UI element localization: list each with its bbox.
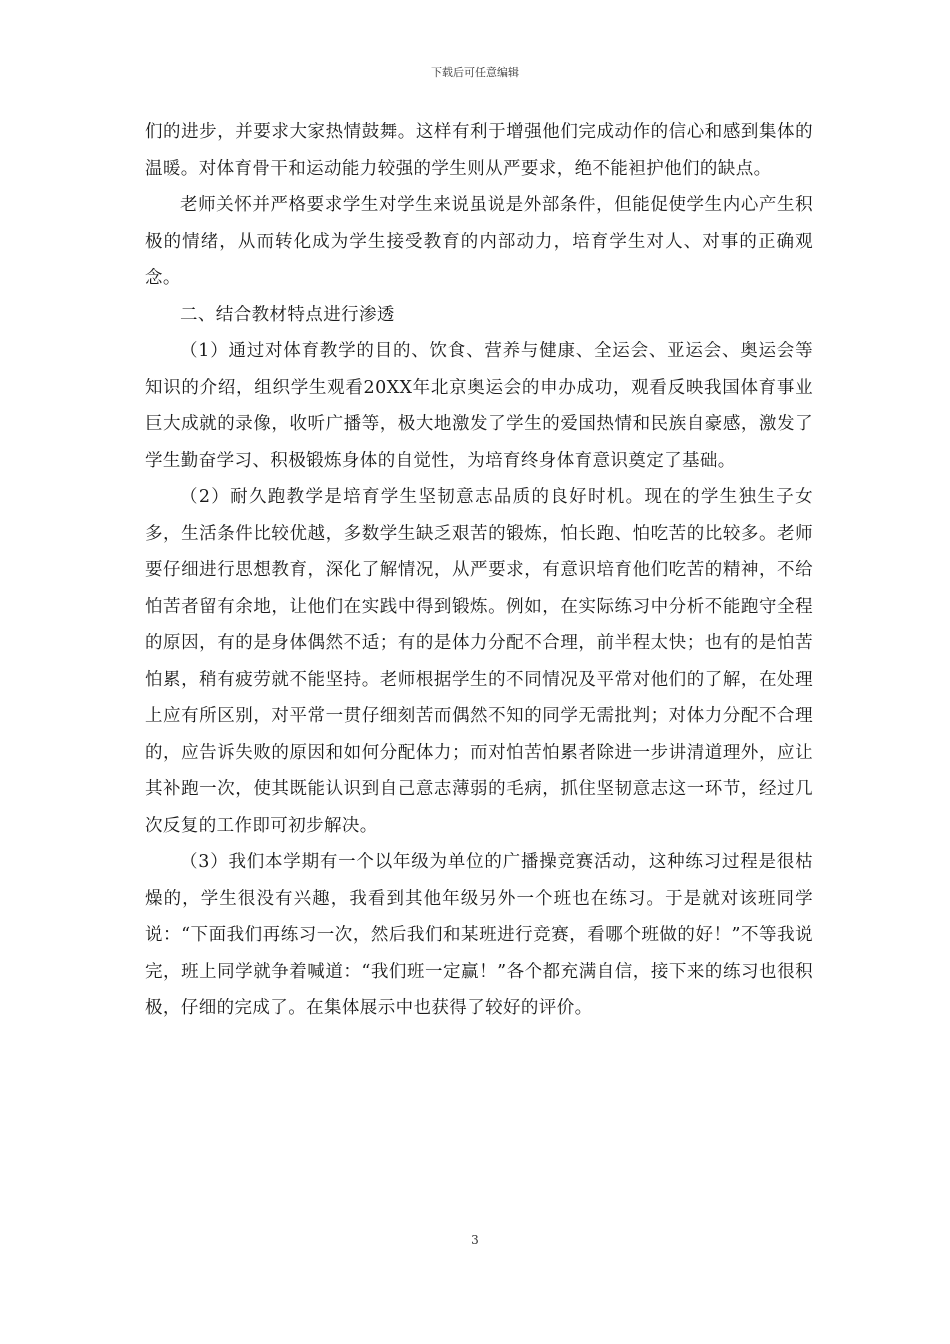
page-header: 下载后可任意编辑 [431, 66, 519, 79]
paragraph-item-1: （1）通过对体育教学的目的、饮食、营养与健康、全运会、亚运会、奥运会等知识的介绍，组织学生观看20XX年北京奥运会的申办成功，观看反映我国体育事业巨大成就的录像，收听广播等，极大地激发了学生的爱国热情和民族自豪感，激发了学生勤奋学习、积极锻炼身体的自觉性，为培育终身体育意识奠定了基础。 [145, 341, 813, 471]
paragraph-item-3: （3）我们本学期有一个以年级为单位的广播操竞赛活动，这种练习过程是很枯燥的，学生很没有兴趣，我看到其他年级另外一个班也在练习。于是就对该班同学说：“下面我们再练习一次，然后我们和某班进行竞赛，看哪个班做的好！”不等我说完，班上同学就争着喊道：“我们班一定赢！”各个都充满自信，接下来的练习也很积极，仔细的完成了。在集体展示中也获得了较好的评价。 [145, 852, 813, 1018]
section-heading: 二、结合教材特点进行渗透 [180, 304, 395, 325]
paragraph-continuation: 们的进步，并要求大家热情鼓舞。这样有利于增强他们完成动作的信心和感到集体的温暖。对体育骨干和运动能力较强的学生则从严要求，绝不能袒护他们的缺点。 [145, 122, 813, 179]
paragraph-item-2: （2）耐久跑教学是培育学生坚韧意志品质的良好时机。现在的学生独生子女多，生活条件比较优越，多数学生缺乏艰苦的锻炼，怕长跑、怕吃苦的比较多。老师要仔细进行思想教育，深化了解情况，从严要求，有意识培育他们吃苦的精神，不给怕苦者留有余地，让他们在实践中得到锻炼。例如，在实际练习中分析不能跑守全程的原因，有的是身体偶然不适；有的是体力分配不合理，前半程太快；也有的是怕苦怕累，稍有疲劳就不能坚持。老师根据学生的不同情况及平常对他们的了解，在处理上应有所区别，对平常一贯仔细刻苦而偶然不知的同学无需批判；对体力分配不合理的，应告诉失败的原因和如何分配体力；而对怕苦怕累者除进一步讲清道理外，应让其补跑一次，使其既能认识到自己意志薄弱的毛病，抓住坚韧意志这一环节，经过几次反复的工作即可初步解决。 [145, 487, 813, 836]
paragraph-teacher-care: 老师关怀并严格要求学生对学生来说虽说是外部条件，但能促使学生内心产生积极的情绪，从而转化成为学生接受教育的内部动力，培育学生对人、对事的正确观念。 [145, 195, 813, 288]
document-body [145, 114, 813, 1027]
page-number: 3 [471, 1233, 479, 1247]
